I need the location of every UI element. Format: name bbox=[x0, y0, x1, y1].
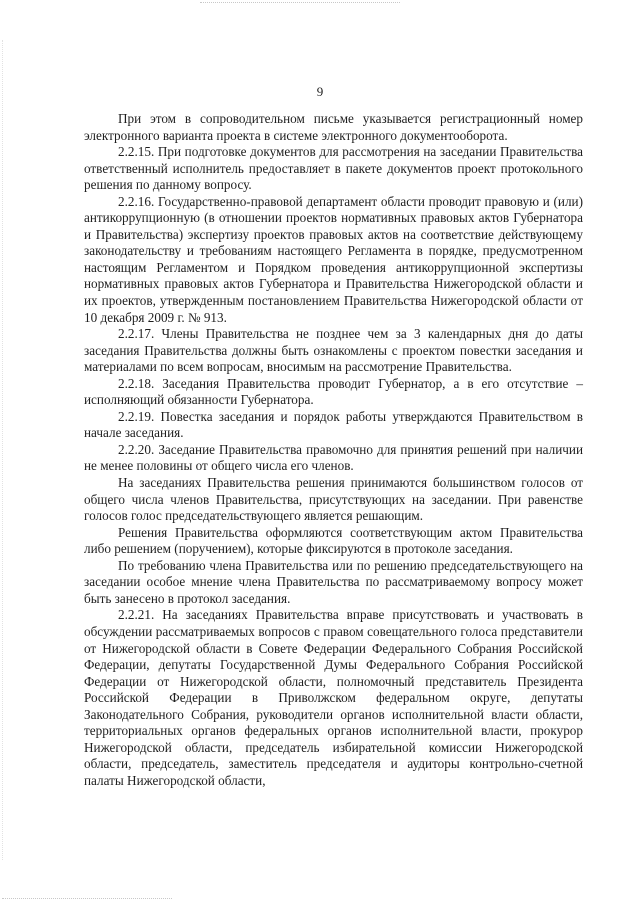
paragraph-voting-majority: На заседаниях Правительства решения принимаются большинством голосов от общего числа членов Правительства, присутствующих на заседании. При равенстве голосов голос председательствующего является решающим. bbox=[84, 475, 583, 524]
paragraph-2-2-19: 2.2.19. Повестка заседания и порядок работы утверждаются Правительством в начале заседания. bbox=[84, 408, 583, 441]
paragraph-2-2-15: 2.2.15. При подготовке документов для рассмотрения на заседании Правительства ответственный исполнитель предоставляет в пакете документов проект протокольного решения по данному вопросу. bbox=[84, 144, 583, 193]
paragraph-2-2-17: 2.2.17. Члены Правительства не позднее чем за 3 календарных дня до даты заседания Правительства должны быть ознакомлены с проектом повестки заседания и материалами по всем вопросам, вносимым на рассмотрение Правительства. bbox=[84, 326, 583, 375]
paragraph-special-opinion: По требованию члена Правительства или по решению председательствующего на заседании особое мнение члена Правительства по рассматриваемому вопросу может быть занесено в протокол заседания. bbox=[84, 557, 583, 606]
scan-edge-bottom bbox=[2, 898, 172, 899]
page-number: 9 bbox=[316, 84, 324, 99]
scan-edge-top bbox=[200, 2, 400, 3]
scan-edge-left bbox=[2, 40, 3, 860]
paragraph-registration-number: При этом в сопроводительном письме указывается регистрационный номер электронного варианта проекта в системе электронного документооборота. bbox=[84, 111, 583, 143]
paragraph-2-2-16: 2.2.16. Государственно-правовой департамент области проводит правовую и (или) антикоррупционную (в отношении проектов нормативных правовых актов Губернатора и Правительства) экспертизу проектов правовых актов на соответствие действующему законодательству и требованиям настоящего Регламента в порядке, предусмотренном настоящим Регламентом и Порядком проведения антикоррупционной экспертизы нормативных правовых актов Губернатора и Правительства Нижегородской области и их проектов, утвержденным постановлением Правительства Нижегородской области от 10 декабря 2009 г. № 913. bbox=[84, 193, 583, 325]
paragraph-2-2-21: 2.2.21. На заседаниях Правительства вправе присутствовать и участвовать в обсуждении рассматриваемых вопросов с правом совещательного голоса представители от Нижегородской области в Совете Федерации Федерального Собрания Российской Федерации, депутаты Государственной Думы Федерального Собрания Российской Федерации от Нижегородской области, полномочный представитель Президента Российской Федерации в Приволжском федеральном округе, депутаты Законодательного Собрания, руководители органов исполнительной власти области, территориальных органов федеральных органов исполнительной власти, прокурор Нижегородской области, председатель избирательной комиссии Нижегородской области, председатель, заместитель председателя и аудиторы контрольно-счетной палаты Нижегородской области, bbox=[84, 607, 583, 788]
document-body bbox=[84, 111, 583, 789]
paragraph-decisions-format: Решения Правительства оформляются соответствующим актом Правительства либо решением (поручением), которые фиксируются в протоколе заседания. bbox=[84, 524, 583, 557]
paragraph-2-2-18: 2.2.18. Заседания Правительства проводит Губернатор, а в его отсутствие – исполняющий обязанности Губернатора. bbox=[84, 375, 583, 408]
paragraph-2-2-20: 2.2.20. Заседание Правительства правомочно для принятия решений при наличии не менее половины от общего числа его членов. bbox=[84, 441, 583, 474]
